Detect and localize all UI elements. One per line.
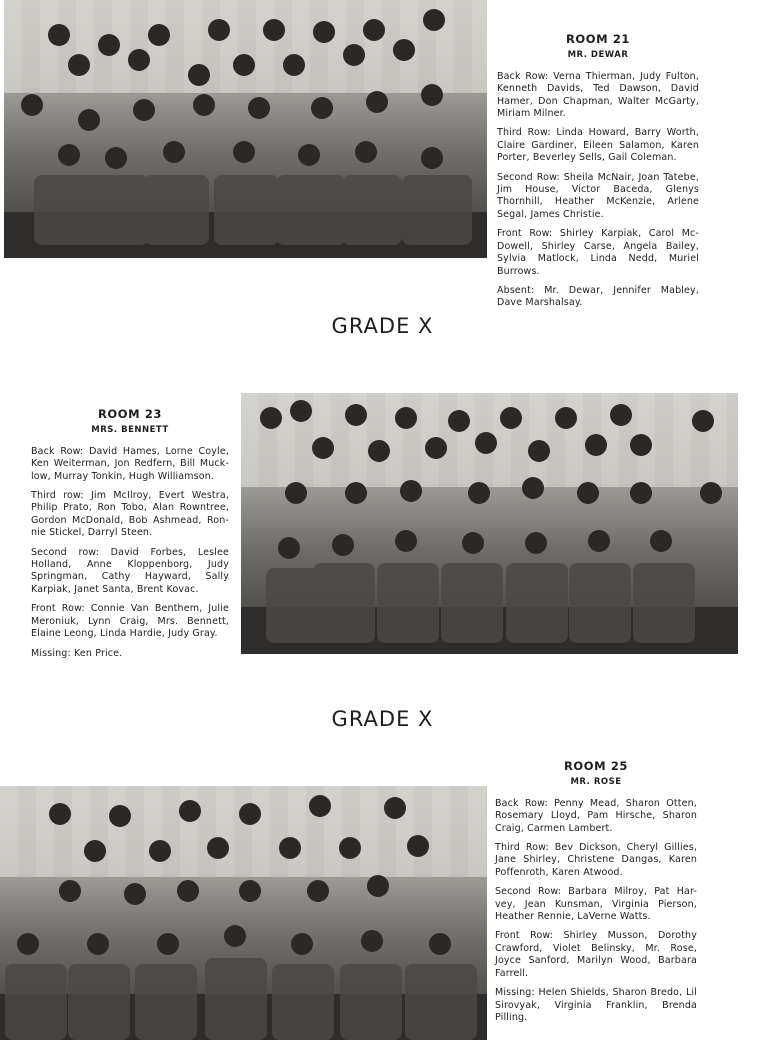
back-row: Back Row: Verna Thierman, Judy Fulton, Kenneth Davids, Ted Dawson, David Hamer, Don Chapman, Walter McGarty, Miriam Milner. bbox=[497, 70, 699, 120]
front-row: Front Row: Shirley Karpiak, Carol Mc-Dowell, Shirley Carse, Angela Bailey, Sylvia Matlock, Linda Nedd, Muriel Burrows. bbox=[497, 228, 699, 277]
teacher-name: MRS. BENNETT bbox=[91, 425, 169, 436]
second-row: Second row: David Forbes, Leslee Holland, Anne Kloppenborg, Judy Springman, Cathy Hayward, Sally Karpiak, Janet Santa, Brent Kovac. bbox=[31, 546, 229, 595]
caption-room-21 bbox=[497, 33, 699, 317]
grade-heading: GRADE X bbox=[331, 314, 434, 338]
students-silhouettes bbox=[0, 786, 487, 1040]
students-silhouettes bbox=[241, 393, 738, 654]
caption-room-23 bbox=[31, 408, 229, 667]
front-row: Front Row: Connie Van Benthem, Julie Meroniuk, Lynn Craig, Mrs. Bennett, Elaine Leong, Linda Hardie, Judy Gray. bbox=[31, 603, 229, 640]
caption-room-25 bbox=[495, 760, 697, 1031]
third-row: Third Row: Linda Howard, Barry Worth, Claire Gardiner, Eileen Salamon, Karen Porter, Beverley Sells, Gail Coleman. bbox=[497, 127, 699, 164]
room-number: ROOM 21 bbox=[565, 32, 631, 46]
second-row: Second Row: Barbara Milroy, Pat Har-vey, Jean Kunsman, Virginia Pierson, Heather Rennie, LaVerne Watts. bbox=[495, 886, 697, 923]
missing-list: Missing: Helen Shields, Sharon Bredo, Lil Sirovyak, Virginia Franklin, Brenda Pilling. bbox=[495, 987, 697, 1023]
class-photo-room-21 bbox=[4, 0, 487, 258]
grade-heading: GRADE X bbox=[331, 707, 434, 731]
third-row: Third Row: Bev Dickson, Cheryl Gillies, Jane Shirley, Christene Dangas, Karen Poffenroth, Karen Atwood. bbox=[495, 842, 697, 878]
class-photo-room-25 bbox=[0, 786, 487, 1040]
second-row: Second Row: Sheila McNair, Joan Tatebe, Jim House, Victor Baceda, Glenys Thornhill, Heather McKenzie, Arlene Segal, James Christie. bbox=[497, 171, 699, 220]
class-photo-room-23 bbox=[241, 393, 738, 654]
back-row: Back Row: Penny Mead, Sharon Otten, Rosemary Lloyd, Pam Hirsche, Sharon Craig, Carmen Lambert. bbox=[495, 797, 697, 834]
back-row: Back Row: David Hames, Lorne Coyle, Ken Weiterman, Jon Redfern, Bill Muck-low, Murray Tonkin, Hugh Williamson. bbox=[31, 445, 229, 482]
room-number: ROOM 23 bbox=[97, 407, 163, 421]
absent-list: Absent: Mr. Dewar, Jennifer Mabley, Dave Marshalsay. bbox=[497, 284, 699, 309]
teacher-name: MR. ROSE bbox=[570, 777, 622, 788]
teacher-name: MR. DEWAR bbox=[567, 50, 629, 61]
room-number: ROOM 25 bbox=[563, 759, 629, 773]
students-silhouettes bbox=[4, 0, 487, 258]
third-row: Third row: Jim McIlroy, Evert Westra, Philip Prato, Ron Tobo, Alan Rowntree, Gordon McDonald, Bob Ashmead, Ron-nie Stickel, Darryl Steen. bbox=[31, 490, 229, 539]
front-row: Front Row: Shirley Musson, Dorothy Crawford, Violet Belinsky, Mr. Rose, Joyce Sanford, Marilyn Wood, Barbara Farrell. bbox=[495, 930, 697, 979]
missing-list: Missing: Ken Price. bbox=[31, 647, 123, 659]
